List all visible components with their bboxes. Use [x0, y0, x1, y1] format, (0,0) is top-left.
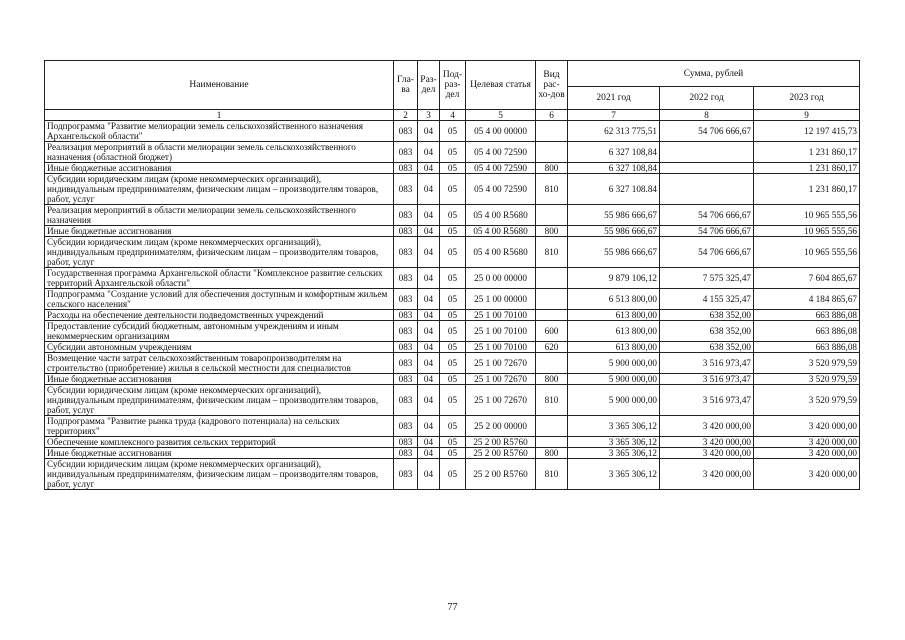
- row-subsection: 05: [440, 448, 466, 459]
- row-section: 04: [418, 226, 440, 237]
- row-name: Расходы на обеспечение деятельности подведомственных учреждений: [45, 310, 394, 321]
- row-sum-2021: 9 879 106,12: [568, 268, 660, 289]
- header-section: Раз-дел: [418, 61, 440, 110]
- row-sum-2022: 7 575 325,47: [660, 268, 754, 289]
- row-sum-2023: 3 420 000,00: [754, 459, 860, 490]
- row-sum-2022: [660, 163, 754, 174]
- row-sum-2021: 5 900 000,00: [568, 385, 660, 416]
- row-sum-2023: 4 184 865,67: [754, 289, 860, 310]
- row-section: 04: [418, 163, 440, 174]
- row-section: 04: [418, 353, 440, 374]
- table-row: [45, 459, 860, 490]
- column-number-row: [45, 110, 860, 121]
- row-subsection: 05: [440, 289, 466, 310]
- row-sum-2022: [660, 174, 754, 205]
- row-sum-2023: 1 231 860,17: [754, 142, 860, 163]
- row-sum-2023: 663 886,08: [754, 310, 860, 321]
- table-row: [45, 205, 860, 226]
- row-chapter: 083: [394, 268, 418, 289]
- column-number: 1: [45, 110, 394, 121]
- row-name: Возмещение части затрат сельскохозяйственным товаропроизводителям на строительство (приобретение) жилья в сельской местности для специалистов: [45, 353, 394, 374]
- table-row: [45, 268, 860, 289]
- row-sum-2022: 54 706 666,67: [660, 121, 754, 142]
- row-target-article: 25 1 00 72670: [466, 374, 536, 385]
- row-sum-2022: 4 155 325,47: [660, 289, 754, 310]
- table-row: [45, 289, 860, 310]
- header-year-2022: 2022 год: [660, 87, 754, 110]
- row-subsection: 05: [440, 459, 466, 490]
- row-sum-2022: 3 420 000,00: [660, 448, 754, 459]
- row-target-article: 25 2 00 R5760: [466, 448, 536, 459]
- row-target-article: 25 1 00 70100: [466, 342, 536, 353]
- row-sum-2023: 663 886,08: [754, 342, 860, 353]
- row-subsection: 05: [440, 142, 466, 163]
- row-target-article: 25 1 00 72670: [466, 385, 536, 416]
- row-sum-2021: 5 900 000,00: [568, 374, 660, 385]
- table-row: [45, 342, 860, 353]
- row-sum-2022: 3 516 973,47: [660, 385, 754, 416]
- row-expense-type: 810: [536, 174, 568, 205]
- row-target-article: 25 0 00 00000: [466, 268, 536, 289]
- table-row: [45, 142, 860, 163]
- row-sum-2022: 3 420 000,00: [660, 416, 754, 437]
- row-section: 04: [418, 237, 440, 268]
- table-row: [45, 163, 860, 174]
- row-chapter: 083: [394, 163, 418, 174]
- row-chapter: 083: [394, 310, 418, 321]
- table-row: [45, 321, 860, 342]
- row-sum-2023: 1 231 860,17: [754, 163, 860, 174]
- column-number: 2: [394, 110, 418, 121]
- header-expense-type: Вид рас-хо-дов: [536, 61, 568, 110]
- row-subsection: 05: [440, 268, 466, 289]
- column-number: 4: [440, 110, 466, 121]
- row-chapter: 083: [394, 289, 418, 310]
- row-section: 04: [418, 142, 440, 163]
- row-sum-2021: 613 800,00: [568, 342, 660, 353]
- row-sum-2022: 54 706 666,67: [660, 205, 754, 226]
- row-sum-2021: 6 327 108,84: [568, 142, 660, 163]
- row-expense-type: [536, 205, 568, 226]
- row-subsection: 05: [440, 174, 466, 205]
- row-subsection: 05: [440, 163, 466, 174]
- row-subsection: 05: [440, 342, 466, 353]
- row-expense-type: [536, 437, 568, 448]
- column-number: 9: [754, 110, 860, 121]
- row-name: Обеспечение комплексного развития сельских территорий: [45, 437, 394, 448]
- row-name: Государственная программа Архангельской области "Комплексное развитие сельских территорий Архангельской области": [45, 268, 394, 289]
- row-sum-2023: 12 197 415,73: [754, 121, 860, 142]
- table-row: [45, 416, 860, 437]
- table-row: [45, 385, 860, 416]
- row-chapter: 083: [394, 205, 418, 226]
- row-sum-2021: 3 365 306,12: [568, 459, 660, 490]
- row-sum-2021: 613 800,00: [568, 310, 660, 321]
- row-subsection: 05: [440, 121, 466, 142]
- page-number: 77: [447, 602, 458, 613]
- row-name: Предоставление субсидий бюджетным, автономным учреждениям и иным некоммерческим организациям: [45, 321, 394, 342]
- row-subsection: 05: [440, 374, 466, 385]
- row-section: 04: [418, 459, 440, 490]
- row-section: 04: [418, 268, 440, 289]
- row-name: Реализация мероприятий в области мелиорации земель сельскохозяйственного назначения: [45, 205, 394, 226]
- row-chapter: 083: [394, 121, 418, 142]
- budget-table: [44, 60, 860, 490]
- row-sum-2021: 55 986 666,67: [568, 205, 660, 226]
- header-sum: Сумма, рублей: [568, 61, 860, 87]
- row-expense-type: [536, 289, 568, 310]
- header-name: Наименование: [45, 61, 394, 110]
- row-sum-2021: 3 365 306,12: [568, 448, 660, 459]
- row-target-article: 25 2 00 00000: [466, 416, 536, 437]
- row-expense-type: 600: [536, 321, 568, 342]
- row-sum-2023: 3 420 000,00: [754, 448, 860, 459]
- row-target-article: 05 4 00 72590: [466, 163, 536, 174]
- row-chapter: 083: [394, 321, 418, 342]
- table-row: [45, 174, 860, 205]
- row-name: Иные бюджетные ассигнования: [45, 448, 394, 459]
- row-sum-2022: 54 706 666,67: [660, 237, 754, 268]
- row-section: 04: [418, 289, 440, 310]
- row-section: 04: [418, 174, 440, 205]
- row-expense-type: [536, 310, 568, 321]
- header-subsection: Под-раз-дел: [440, 61, 466, 110]
- row-expense-type: 620: [536, 342, 568, 353]
- row-expense-type: 800: [536, 226, 568, 237]
- row-sum-2021: 55 986 666,67: [568, 237, 660, 268]
- row-section: 04: [418, 205, 440, 226]
- row-expense-type: 810: [536, 237, 568, 268]
- row-target-article: 05 4 00 72590: [466, 142, 536, 163]
- row-subsection: 05: [440, 310, 466, 321]
- row-expense-type: [536, 353, 568, 374]
- row-sum-2023: 3 520 979,59: [754, 374, 860, 385]
- row-expense-type: [536, 142, 568, 163]
- row-chapter: 083: [394, 459, 418, 490]
- row-subsection: 05: [440, 226, 466, 237]
- row-expense-type: 810: [536, 385, 568, 416]
- row-section: 04: [418, 121, 440, 142]
- row-expense-type: [536, 121, 568, 142]
- row-name: Субсидии юридическим лицам (кроме некоммерческих организаций), индивидуальным предпринимателям, физическим лицам – производителям товаров, работ, услуг: [45, 174, 394, 205]
- row-chapter: 083: [394, 448, 418, 459]
- row-sum-2022: 638 352,00: [660, 342, 754, 353]
- row-subsection: 05: [440, 237, 466, 268]
- row-target-article: 25 1 00 70100: [466, 310, 536, 321]
- row-sum-2023: 10 965 555,56: [754, 205, 860, 226]
- row-sum-2021: 62 313 775,51: [568, 121, 660, 142]
- table-row: [45, 374, 860, 385]
- row-sum-2021: 6 327 108.84: [568, 174, 660, 205]
- row-name: Реализация мероприятий в области мелиорации земель сельскохозяйственного назначения (областной бюджет): [45, 142, 394, 163]
- table-row: [45, 226, 860, 237]
- row-subsection: 05: [440, 437, 466, 448]
- row-chapter: 083: [394, 174, 418, 205]
- row-name: Субсидии юридическим лицам (кроме некоммерческих организаций), индивидуальным предпринимателям, физическим лицам – производителям товаров, работ, услуг: [45, 385, 394, 416]
- row-target-article: 25 1 00 70100: [466, 321, 536, 342]
- row-sum-2022: 638 352,00: [660, 321, 754, 342]
- row-sum-2021: 5 900 000,00: [568, 353, 660, 374]
- row-target-article: 25 1 00 00000: [466, 289, 536, 310]
- row-section: 04: [418, 437, 440, 448]
- row-chapter: 083: [394, 416, 418, 437]
- row-section: 04: [418, 448, 440, 459]
- row-target-article: 05 4 00 00000: [466, 121, 536, 142]
- row-chapter: 083: [394, 342, 418, 353]
- row-sum-2022: 54 706 666,67: [660, 226, 754, 237]
- row-chapter: 083: [394, 226, 418, 237]
- row-section: 04: [418, 310, 440, 321]
- row-sum-2023: 3 420 000,00: [754, 416, 860, 437]
- row-target-article: 25 1 00 72670: [466, 353, 536, 374]
- row-sum-2021: 3 365 306,12: [568, 437, 660, 448]
- row-expense-type: [536, 416, 568, 437]
- row-section: 04: [418, 374, 440, 385]
- row-name: Субсидии автономным учреждениям: [45, 342, 394, 353]
- row-target-article: 05 4 00 R5680: [466, 226, 536, 237]
- row-name: Иные бюджетные ассигнования: [45, 226, 394, 237]
- row-sum-2022: [660, 142, 754, 163]
- row-subsection: 05: [440, 385, 466, 416]
- table-row: [45, 448, 860, 459]
- row-section: 04: [418, 416, 440, 437]
- row-sum-2023: 3 520 979,59: [754, 353, 860, 374]
- row-chapter: 083: [394, 142, 418, 163]
- row-sum-2021: 6 513 800,00: [568, 289, 660, 310]
- table-row: [45, 310, 860, 321]
- row-chapter: 083: [394, 385, 418, 416]
- table-row: [45, 437, 860, 448]
- row-sum-2023: 10 965 555,56: [754, 237, 860, 268]
- column-number: 8: [660, 110, 754, 121]
- header-target-article: Целевая статья: [466, 61, 536, 110]
- row-chapter: 083: [394, 374, 418, 385]
- table-row: [45, 237, 860, 268]
- column-number: 5: [466, 110, 536, 121]
- row-sum-2022: 3 420 000,00: [660, 459, 754, 490]
- row-chapter: 083: [394, 353, 418, 374]
- row-sum-2022: 638 352,00: [660, 310, 754, 321]
- row-target-article: 05 4 00 R5680: [466, 237, 536, 268]
- row-sum-2021: 3 365 306,12: [568, 416, 660, 437]
- row-name: Подпрограмма "Создание условий для обеспечения доступным и комфортным жильем сельского населения": [45, 289, 394, 310]
- row-subsection: 05: [440, 205, 466, 226]
- row-name: Иные бюджетные ассигнования: [45, 374, 394, 385]
- row-expense-type: [536, 268, 568, 289]
- column-number: 7: [568, 110, 660, 121]
- row-sum-2023: 3 420 000,00: [754, 437, 860, 448]
- row-sum-2021: 55 986 666,67: [568, 226, 660, 237]
- row-sum-2023: 10 965 555,56: [754, 226, 860, 237]
- row-sum-2023: 7 604 865,67: [754, 268, 860, 289]
- column-number: 6: [536, 110, 568, 121]
- row-chapter: 083: [394, 437, 418, 448]
- row-sum-2023: 1 231 860,17: [754, 174, 860, 205]
- row-expense-type: 800: [536, 448, 568, 459]
- row-name: Подпрограмма "Развитие рынка труда (кадрового потенциала) на сельских территориях": [45, 416, 394, 437]
- row-sum-2022: 3 516 973,47: [660, 374, 754, 385]
- column-number: 3: [418, 110, 440, 121]
- row-name: Подпрограмма "Развитие мелиорации земель сельскохозяйственного назначения Архангельской области": [45, 121, 394, 142]
- row-target-article: 25 2 00 R5760: [466, 437, 536, 448]
- row-chapter: 083: [394, 237, 418, 268]
- row-name: Иные бюджетные ассигнования: [45, 163, 394, 174]
- row-subsection: 05: [440, 353, 466, 374]
- row-target-article: 05 4 00 R5680: [466, 205, 536, 226]
- table-row: [45, 121, 860, 142]
- row-target-article: 05 4 00 72590: [466, 174, 536, 205]
- row-expense-type: 810: [536, 459, 568, 490]
- row-expense-type: 800: [536, 163, 568, 174]
- row-subsection: 05: [440, 321, 466, 342]
- header-chapter: Гла-ва: [394, 61, 418, 110]
- row-section: 04: [418, 321, 440, 342]
- table-row: [45, 353, 860, 374]
- row-name: Субсидии юридическим лицам (кроме некоммерческих организаций), индивидуальным предпринимателям, физическим лицам – производителям товаров, работ, услуг: [45, 459, 394, 490]
- row-name: Субсидии юридическим лицам (кроме некоммерческих организаций), индивидуальным предпринимателям, физическим лицам – производителям товаров, работ, услуг: [45, 237, 394, 268]
- row-sum-2022: 3 420 000,00: [660, 437, 754, 448]
- row-target-article: 25 2 00 R5760: [466, 459, 536, 490]
- row-expense-type: 800: [536, 374, 568, 385]
- row-sum-2023: 663 886,08: [754, 321, 860, 342]
- row-sum-2022: 3 516 973,47: [660, 353, 754, 374]
- row-sum-2023: 3 520 979,59: [754, 385, 860, 416]
- header-year-2021: 2021 год: [568, 87, 660, 110]
- row-sum-2021: 613 800,00: [568, 321, 660, 342]
- row-section: 04: [418, 385, 440, 416]
- row-section: 04: [418, 342, 440, 353]
- row-sum-2021: 6 327 108,84: [568, 163, 660, 174]
- header-year-2023: 2023 год: [754, 87, 860, 110]
- row-subsection: 05: [440, 416, 466, 437]
